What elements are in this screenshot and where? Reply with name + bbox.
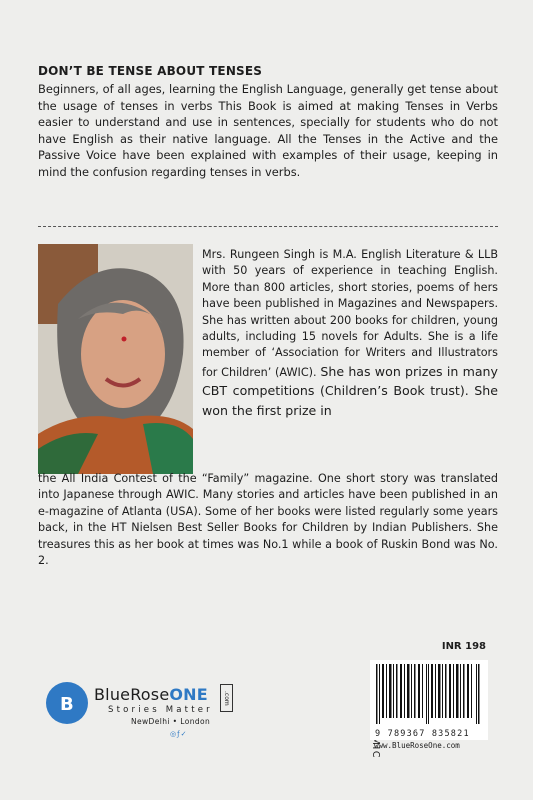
publisher-tagline: Stories Matter [108, 705, 213, 715]
isbn-barcode [370, 660, 488, 740]
publisher-b-icon [46, 682, 88, 724]
publisher-name [94, 685, 208, 704]
publisher-name-accent: ONE [169, 685, 208, 704]
social-icons: ◎ƒ✓ [170, 730, 188, 738]
blurb-title: DON’T BE TENSE ABOUT TENSES [38, 64, 263, 78]
section-divider [38, 226, 498, 227]
publisher-cities: NewDelhi • London [131, 717, 211, 726]
publisher-dotcom: .com [220, 684, 233, 712]
price-label: INR 198 [441, 641, 486, 652]
publisher-logo-letter: B [60, 694, 74, 715]
barcode-bars [370, 660, 488, 726]
author-bio-side [202, 247, 498, 420]
author-bio-intro: Mrs. Rungeen Singh is M.A. English Literature & LLB with 50 years of experience in teaching English. More than 800 articles, short stories, poems of hers have been published in Magazines and Newspapers. She has written about 200 books for children, young adults, including 15 novels for Adults. She is a life member of ‘Association for Writers and Illustrators for Children’ (AWIC). [202, 248, 498, 379]
publisher-logo-mark [46, 682, 88, 724]
author-photo [38, 244, 193, 474]
author-bio-prizes: She has won prizes in many CBT competitions (Children’s Book trust). She won the first prize in [202, 363, 498, 418]
publisher-website: www.BlueRoseOne.com [374, 741, 460, 750]
author-bio-continued: the All India Contest of the “Family” magazine. One short story was translated into Japanese through AWIC. Many stories and articles have been published in an e-magazine of Atlanta (USA). Some of her books were listed regularly some years back, in the HT Nielsen Best Seller Books for Children by Indian Publishers. She treasures this as her book at times was No.1 while a book of Ruskin Bond was No. 2. [38, 472, 498, 568]
isbn-digits: 9 789367 835821 [375, 729, 470, 739]
blurb-text: Beginners, of all ages, learning the English Language, generally get tense about the usage of tenses in verbs This Book is aimed at making Tenses in Verbs easier to understand and use in sentences, specially for students who do not have English as their native language. All the Tenses in the Active and the Passive Voice have been explained with examples of their usage, keeping in mind the confusion regarding tenses in verbs. [38, 82, 498, 179]
author-portrait-illustration [38, 244, 193, 474]
publisher-name-main: BlueRose [94, 685, 170, 704]
